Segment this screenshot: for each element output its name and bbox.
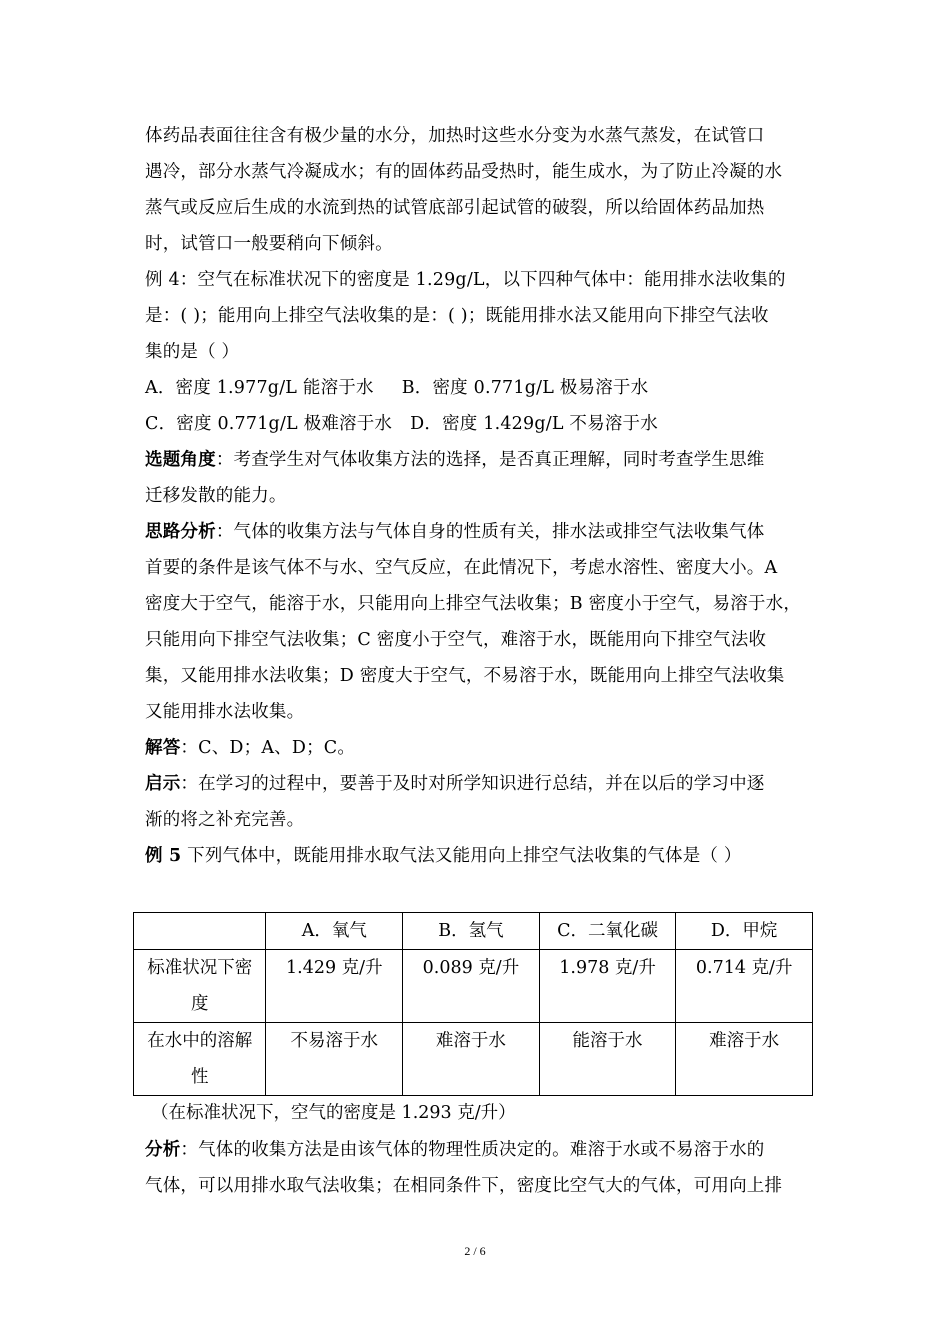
page-number: 2 / 6 [464, 1244, 486, 1258]
intro-paragraph [145, 118, 813, 262]
text-line: 时，试管口一般要稍向下倾斜。 [145, 234, 393, 254]
table-header-cell: B．氢气 [403, 913, 540, 950]
text-line: 集的是（ ） [145, 342, 240, 362]
table-cell: 1.978 克/升 [539, 950, 676, 1023]
table-cell: 1.429 克/升 [266, 950, 403, 1023]
table-cell: 不易溶于水 [266, 1023, 403, 1096]
option-d: D．密度 1.429g/L 不易溶于水 [410, 414, 658, 434]
angle-paragraph [145, 442, 813, 514]
text-line: 是：( )；能用向上排空气法收集的是：( )；既能用排水法又能用向下排空气法收 [145, 306, 769, 326]
example-4-options [145, 370, 813, 442]
analysis-5-label: 分析 [145, 1140, 181, 1160]
table-header-row [134, 913, 813, 950]
text-line: ：考查学生对气体收集方法的选择，是否真正理解，同时考查学生思维 [215, 450, 765, 470]
hint-paragraph [145, 766, 813, 838]
example-5-label: 例 5 [145, 846, 182, 866]
text-line: 蒸气或反应后生成的水流到热的试管底部引起试管的破裂，所以给固体药品加热 [145, 198, 765, 218]
table-cell: 能溶于水 [539, 1023, 676, 1096]
text-line: 例 4：空气在标准状况下的密度是 1.29g/L，以下四种气体中：能用排水法收集的 [145, 270, 786, 290]
text-line: 迁移发散的能力。 [145, 486, 287, 506]
example-5-question [145, 838, 813, 874]
analysis-4-label: 思路分析 [145, 522, 216, 542]
table-cell: 0.714 克/升 [676, 950, 813, 1023]
table-cell: 难溶于水 [403, 1023, 540, 1096]
text-line: 气体，可以用排水取气法收集；在相同条件下，密度比空气大的气体，可用向上排 [145, 1176, 783, 1196]
answer-text: ：C、D；A、D；C。 [180, 738, 356, 758]
text-line: 体药品表面往往含有极少量的水分，加热时这些水分变为水蒸气蒸发，在试管口 [145, 126, 765, 146]
answer-paragraph [145, 730, 813, 766]
table-cell: 0.089 克/升 [403, 950, 540, 1023]
option-c: C．密度 0.771g/L 极难溶于水 [145, 414, 393, 434]
example-5-text: 下列气体中，既能用排水取气法又能用向上排空气法收集的气体是（ ） [181, 846, 742, 866]
hint-label: 启示 [145, 774, 181, 794]
options-row-ab [145, 370, 813, 406]
table-row [134, 950, 813, 1023]
table-cell: 难溶于水 [676, 1023, 813, 1096]
gas-properties-table [133, 912, 813, 1096]
table-header-cell: D．甲烷 [676, 913, 813, 950]
table-header-cell: A．氧气 [266, 913, 403, 950]
document-page [145, 118, 813, 1204]
text-line: ：气体的收集方法与气体自身的性质有关，排水法或排空气法收集气体 [215, 522, 765, 542]
angle-label: 选题角度 [145, 450, 216, 470]
text-line: 遇冷，部分水蒸气冷凝成水；有的固体药品受热时，能生成水，为了防止冷凝的水 [145, 162, 783, 182]
option-a: A．密度 1.977g/L 能溶于水 [145, 378, 374, 398]
option-b: B．密度 0.771g/L 极易溶于水 [401, 378, 649, 398]
options-row-cd [145, 406, 813, 442]
example-4-question [145, 262, 813, 370]
text-line: 渐的将之补充完善。 [145, 810, 305, 830]
answer-label: 解答 [145, 738, 181, 758]
table-header-cell [134, 913, 266, 950]
text-line: ：气体的收集方法是由该气体的物理性质决定的。难溶于水或不易溶于水的 [180, 1140, 765, 1160]
text-line: 只能用向下排空气法收集；C 密度小于空气，难溶于水，既能用向下排空气法收 [145, 630, 767, 650]
analysis-5-paragraph [145, 1132, 813, 1204]
text-line: 首要的条件是该气体不与水、空气反应，在此情况下，考虑水溶性、密度大小。A [145, 558, 778, 578]
text-line: 密度大于空气，能溶于水，只能用向上排空气法收集；B 密度小于空气，易溶于水， [145, 594, 802, 614]
text-line: ：在学习的过程中，要善于及时对所学知识进行总结，并在以后的学习中逐 [180, 774, 765, 794]
table-row [134, 1023, 813, 1096]
text-line: 又能用排水法收集。 [145, 702, 305, 722]
table-row-label: 标准状况下密 度 [134, 950, 266, 1023]
table-row-label: 在水中的溶解 性 [134, 1023, 266, 1096]
analysis-4-paragraph [145, 514, 813, 730]
text-line: 集，又能用排水法收集；D 密度大于空气，不易溶于水，既能用向上排空气法收集 [145, 666, 785, 686]
table-header-cell: C．二氧化碳 [539, 913, 676, 950]
table-note: （在标准状况下，空气的密度是 1.293 克/升） [151, 1103, 516, 1123]
